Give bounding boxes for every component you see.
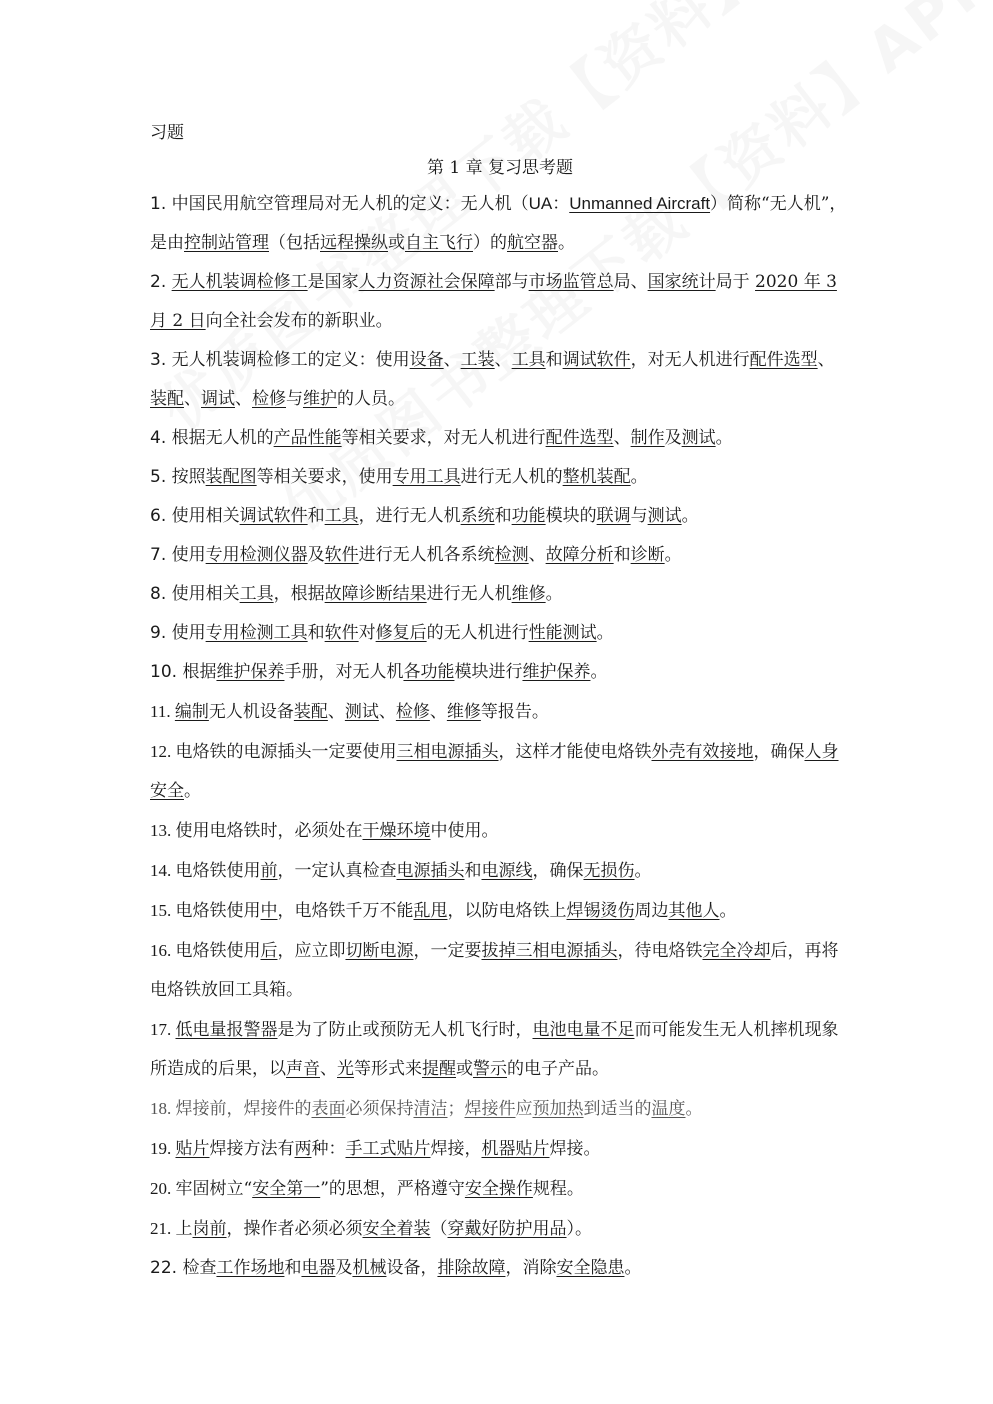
question-text: 。: [184, 781, 201, 801]
question-item: [150, 341, 850, 419]
answer-blank: 无损伤: [583, 861, 635, 881]
answer-blank: 工装: [460, 350, 495, 370]
answer-blank: 焊接件: [464, 1099, 516, 1119]
question-item: [150, 851, 850, 891]
question-number: 14.: [150, 861, 176, 880]
question-number: 1.: [150, 194, 172, 214]
question-text: ，一定认真检查: [277, 861, 397, 881]
answer-blank: 测试: [681, 428, 716, 448]
document-page: [150, 118, 850, 1288]
question-text: ，操作者必须必须: [226, 1219, 363, 1239]
question-text: 和: [545, 350, 563, 370]
question-text: 中使用。: [430, 821, 499, 841]
question-item: [150, 263, 850, 341]
question-number: 20.: [150, 1179, 176, 1198]
answer-blank: 岗前: [192, 1219, 227, 1239]
question-text: 局、: [613, 272, 648, 292]
question-text: 到适当的: [583, 1099, 652, 1119]
question-text: 按照: [171, 467, 206, 487]
answer-blank: 安全着装: [362, 1219, 431, 1239]
question-item: [150, 1209, 850, 1249]
question-text: 等形式来: [354, 1059, 422, 1079]
answer-blank: 配件选型: [545, 428, 614, 448]
question-text: 模块的: [545, 506, 597, 526]
question-text: 是为了防止或预防无人机飞行时，: [277, 1020, 533, 1040]
question-text: 或: [388, 233, 405, 253]
answer-blank: 软件: [324, 623, 359, 643]
question-text: 进行无人机: [426, 584, 512, 604]
answer-blank: 诊断: [630, 545, 665, 565]
question-text: 后，再将电烙铁放回工具箱。: [150, 941, 839, 1000]
question-text: 与: [286, 389, 303, 409]
answer-blank: 工具: [324, 506, 359, 526]
question-text: 手册，对无人机: [284, 662, 404, 682]
answer-blank: 故障诊断结果: [324, 584, 427, 604]
question-text: （包括: [269, 233, 320, 253]
answer-blank: 自主飞行: [405, 233, 473, 253]
question-text: 进行无人机的: [460, 467, 563, 487]
answer-blank: 光: [337, 1059, 354, 1079]
answer-blank: 警示: [473, 1059, 507, 1079]
question-item: [150, 1129, 850, 1169]
question-text: ，根据: [273, 584, 325, 604]
answer-blank: 产品性能: [273, 428, 342, 448]
answer-blank: 设备: [409, 350, 444, 370]
question-text: 及: [335, 1258, 353, 1278]
question-text: 而可能发生无人机摔机现象所造成的后果，以: [150, 1020, 839, 1079]
question-text: 。: [590, 662, 608, 682]
answer-blank: 三相电源插头: [396, 742, 499, 762]
answer-blank: 人力资源社会保障: [358, 272, 495, 292]
answer-blank: 市场监管总: [528, 272, 614, 292]
question-text: 使用相关: [171, 584, 240, 604]
answer-blank: 维护保养: [522, 662, 591, 682]
question-text: 、: [378, 702, 396, 722]
question-text: 种：: [311, 1139, 346, 1159]
question-text: ）的: [473, 233, 507, 253]
question-text: 无人机设备: [208, 702, 294, 722]
answer-blank: 专用检测工具: [205, 623, 308, 643]
answer-blank: 电池电量不足: [532, 1020, 635, 1040]
question-text: 的无人机进行: [426, 623, 529, 643]
answer-blank: 焊锡烫伤: [566, 901, 635, 921]
question-text: ，一定要: [413, 941, 482, 961]
question-list: [150, 184, 850, 1288]
question-text: 电烙铁使用: [175, 941, 261, 961]
answer-blank: 完全冷却: [702, 941, 771, 961]
question-text: 中国民用航空管理局对无人机的定义：无人机（: [171, 194, 529, 214]
question-text: 规程。: [532, 1179, 584, 1199]
question-text: ，以防电烙铁上: [447, 901, 567, 921]
question-text: 和: [307, 506, 325, 526]
question-item: [150, 536, 850, 575]
question-text: 和: [494, 506, 512, 526]
question-text: 和: [613, 545, 631, 565]
question-text: 无人机装调检修工的定义：使用: [171, 350, 410, 370]
answer-blank: 软件: [324, 545, 359, 565]
question-text: 等相关要求，使用: [256, 467, 393, 487]
question-text: 模块进行: [454, 662, 523, 682]
question-number: 9.: [150, 623, 172, 643]
question-number: 7.: [150, 545, 172, 565]
question-item: [150, 931, 850, 1010]
question-item: [150, 419, 850, 458]
question-text: 及: [664, 428, 682, 448]
question-number: 22.: [150, 1258, 183, 1278]
question-text: 根据: [182, 662, 217, 682]
question-text: ；: [447, 1099, 465, 1119]
question-text: 。: [545, 584, 563, 604]
question-item: [150, 653, 850, 692]
answer-blank: 装配: [150, 389, 184, 409]
question-text: 与: [630, 506, 648, 526]
answer-blank: 性能测试: [528, 623, 597, 643]
answer-blank: 拔掉三相电源插头: [481, 941, 618, 961]
answer-blank: 编制: [174, 702, 209, 722]
answer-blank: 提醒: [422, 1059, 456, 1079]
question-text: 焊接，: [430, 1139, 482, 1159]
answer-blank: 声音: [286, 1059, 320, 1079]
answer-blank: 外壳有效接地: [651, 742, 754, 762]
question-text: 的人员。: [337, 389, 405, 409]
answer-blank: 专用检测仪器: [205, 545, 308, 565]
answer-blank: 温度: [651, 1099, 686, 1119]
question-text: 和: [284, 1258, 302, 1278]
question-text: 对: [358, 623, 376, 643]
question-text: 。: [681, 506, 699, 526]
answer-blank: 装配图: [205, 467, 257, 487]
question-text: 。: [719, 901, 737, 921]
question-text: ）。: [566, 1219, 592, 1239]
answer-blank: 调试: [201, 389, 235, 409]
question-item: [150, 184, 850, 263]
question-number: 2.: [150, 272, 172, 292]
question-number: 5.: [150, 467, 172, 487]
question-text: 。: [558, 233, 575, 253]
answer-blank: 检测: [494, 545, 529, 565]
question-item: [150, 891, 850, 931]
question-number: 10.: [150, 662, 183, 682]
answer-blank: 电源插头: [396, 861, 465, 881]
question-number: 6.: [150, 506, 172, 526]
answer-blank: 工具: [239, 584, 274, 604]
question-text: 、: [327, 702, 345, 722]
answer-blank: 检修: [252, 389, 286, 409]
answer-blank: 调试软件: [239, 506, 308, 526]
answer-blank: 机械: [352, 1258, 387, 1278]
answer-blank: 乱甩: [413, 901, 448, 921]
question-text: （: [430, 1219, 448, 1239]
answer-blank: Unmanned Aircraft: [569, 194, 711, 213]
question-text: 、: [235, 389, 252, 409]
question-text: 、: [613, 428, 631, 448]
answer-blank: 干燥环境: [362, 821, 431, 841]
answer-blank: 安全操作: [464, 1179, 533, 1199]
answer-blank: 维护保养: [216, 662, 285, 682]
question-text: 是国家: [307, 272, 359, 292]
answer-blank: 修复后: [375, 623, 427, 643]
question-text: 电烙铁使用: [175, 861, 261, 881]
answer-blank: 手工式贴片: [345, 1139, 431, 1159]
answer-blank: 工作场地: [216, 1258, 285, 1278]
question-number: 11.: [150, 702, 175, 721]
question-text: 。: [715, 428, 733, 448]
answer-blank: 安全第一: [252, 1179, 321, 1199]
question-text: 根据无人机的: [171, 428, 274, 448]
question-text: 或: [456, 1059, 473, 1079]
question-text: 。: [664, 545, 682, 565]
question-item: [150, 1169, 850, 1209]
answer-blank: 远程操纵: [320, 233, 388, 253]
question-number: 13.: [150, 821, 176, 840]
question-text: 检查: [182, 1258, 217, 1278]
question-text: 焊接前，焊接件的: [175, 1099, 312, 1119]
question-number: 4.: [150, 428, 172, 448]
question-text: 。: [596, 623, 614, 643]
question-text: 上: [175, 1219, 193, 1239]
question-text: 。: [624, 1258, 642, 1278]
answer-blank: 机器贴片: [481, 1139, 550, 1159]
answer-blank: 电器: [301, 1258, 336, 1278]
question-text: 焊接。: [549, 1139, 601, 1159]
question-item: [150, 497, 850, 536]
question-number: 16.: [150, 941, 176, 960]
chapter-title: 第 1 章 复习思考题: [426, 158, 574, 178]
question-text: 电烙铁使用: [175, 901, 261, 921]
question-item: [150, 732, 850, 811]
question-text: ，对无人机进行: [630, 350, 750, 370]
question-text: 、: [429, 702, 447, 722]
answer-blank: 联调: [596, 506, 631, 526]
question-text: 及: [307, 545, 325, 565]
question-text: 、: [528, 545, 546, 565]
question-text: 应: [515, 1099, 533, 1119]
answer-blank: 后: [260, 941, 278, 961]
answer-blank: 切断电源: [345, 941, 414, 961]
answer-blank: 工具: [511, 350, 546, 370]
question-text: ，这样才能使电烙铁: [498, 742, 652, 762]
answer-blank: 预加热: [532, 1099, 584, 1119]
question-text: 使用: [171, 623, 206, 643]
question-text: 电烙铁的电源插头一定要使用: [175, 742, 397, 762]
question-number: 21.: [150, 1219, 176, 1238]
answer-blank: 检修: [395, 702, 430, 722]
question-text: ，消除: [505, 1258, 557, 1278]
answer-blank: 专用工具: [392, 467, 461, 487]
answer-blank: 系统: [460, 506, 495, 526]
question-item: [150, 1010, 850, 1089]
section-label: 习题: [150, 123, 184, 143]
question-text: ：: [552, 194, 570, 214]
question-item: [150, 575, 850, 614]
question-text: 向全社会发布的新职业。: [205, 311, 393, 331]
answer-blank: 整机装配: [562, 467, 631, 487]
question-text: 的电子产品。: [507, 1059, 609, 1079]
answer-blank: 表面: [311, 1099, 346, 1119]
answer-blank: 国家统计: [647, 272, 716, 292]
answer-blank: 无人机装调检修工: [171, 272, 308, 292]
question-text: 。: [630, 467, 648, 487]
question-number: 17.: [150, 1020, 176, 1039]
answer-blank: 功能: [511, 506, 546, 526]
question-text: 使用电烙铁时，必须处在: [175, 821, 363, 841]
answer-blank: 两: [294, 1139, 312, 1159]
answer-blank: 其他人: [668, 901, 720, 921]
question-text: 和: [464, 861, 482, 881]
question-text: 部与: [494, 272, 529, 292]
question-text: ，确保: [532, 861, 584, 881]
answer-blank: 穿戴好防护用品: [447, 1219, 567, 1239]
answer-blank: 控制站管理: [184, 233, 269, 253]
question-text: 等相关要求，对无人机进行: [341, 428, 546, 448]
question-text: 必须保持: [345, 1099, 414, 1119]
question-text: 、: [817, 350, 835, 370]
question-text: UA: [528, 194, 553, 213]
question-text: ，电烙铁千万不能: [277, 901, 414, 921]
question-text: ，进行无人机: [358, 506, 461, 526]
question-number: 8.: [150, 584, 172, 604]
answer-blank: 航空器: [507, 233, 558, 253]
answer-blank: 装配: [293, 702, 328, 722]
question-number: 3.: [150, 350, 172, 370]
question-text: 牢固树立“: [175, 1179, 253, 1199]
answer-blank: 维修: [511, 584, 546, 604]
answer-blank: 电源线: [481, 861, 533, 881]
question-number: 15.: [150, 901, 176, 920]
answer-blank: 2020 年 3 月 2 日: [150, 272, 837, 331]
question-item: [150, 614, 850, 653]
answer-blank: 维修: [446, 702, 481, 722]
question-text: ”的思想，严格遵守: [320, 1179, 465, 1199]
answer-blank: 调试软件: [562, 350, 631, 370]
question-text: 进行无人机各系统: [358, 545, 495, 565]
question-text: 、: [184, 389, 201, 409]
answer-blank: 配件选型: [749, 350, 818, 370]
question-text: 使用相关: [171, 506, 240, 526]
answer-blank: 各功能: [403, 662, 455, 682]
answer-blank: 维护: [303, 389, 337, 409]
answer-blank: 低电量报警器: [175, 1020, 278, 1040]
question-text: ，应立即: [277, 941, 346, 961]
question-text: ，待电烙铁: [617, 941, 703, 961]
answer-blank: 排除故障: [437, 1258, 506, 1278]
answer-blank: 人身安全: [150, 742, 839, 801]
question-number: 19.: [150, 1139, 176, 1158]
question-number: 12.: [150, 742, 176, 761]
question-text: 设备，: [386, 1258, 438, 1278]
answer-blank: 制作: [630, 428, 665, 448]
question-text: 、: [443, 350, 461, 370]
question-text: 使用: [171, 545, 206, 565]
question-text: 周边: [634, 901, 669, 921]
answer-blank: 贴片: [175, 1139, 210, 1159]
question-text: 焊接方法有: [209, 1139, 295, 1159]
question-item: [150, 1249, 850, 1288]
question-text: 、: [320, 1059, 337, 1079]
question-text: 等报告。: [480, 702, 549, 722]
question-item: [150, 811, 850, 851]
question-number: 18.: [150, 1099, 176, 1118]
question-text: 。: [685, 1099, 703, 1119]
question-text: 、: [494, 350, 512, 370]
question-item: [150, 692, 850, 732]
answer-blank: 故障分析: [545, 545, 614, 565]
question-text: 局于: [715, 272, 756, 292]
question-text: ，确保: [753, 742, 805, 762]
question-text: 和: [307, 623, 325, 643]
answer-blank: 中: [260, 901, 278, 921]
question-item: [150, 458, 850, 497]
answer-blank: 测试: [344, 702, 379, 722]
question-item: [150, 1089, 850, 1129]
answer-blank: 测试: [647, 506, 682, 526]
answer-blank: 前: [260, 861, 278, 881]
question-text: ）简称“无人机”，是由: [150, 194, 847, 253]
answer-blank: 清洁: [413, 1099, 448, 1119]
question-text: 。: [634, 861, 652, 881]
answer-blank: 安全隐患: [556, 1258, 625, 1278]
